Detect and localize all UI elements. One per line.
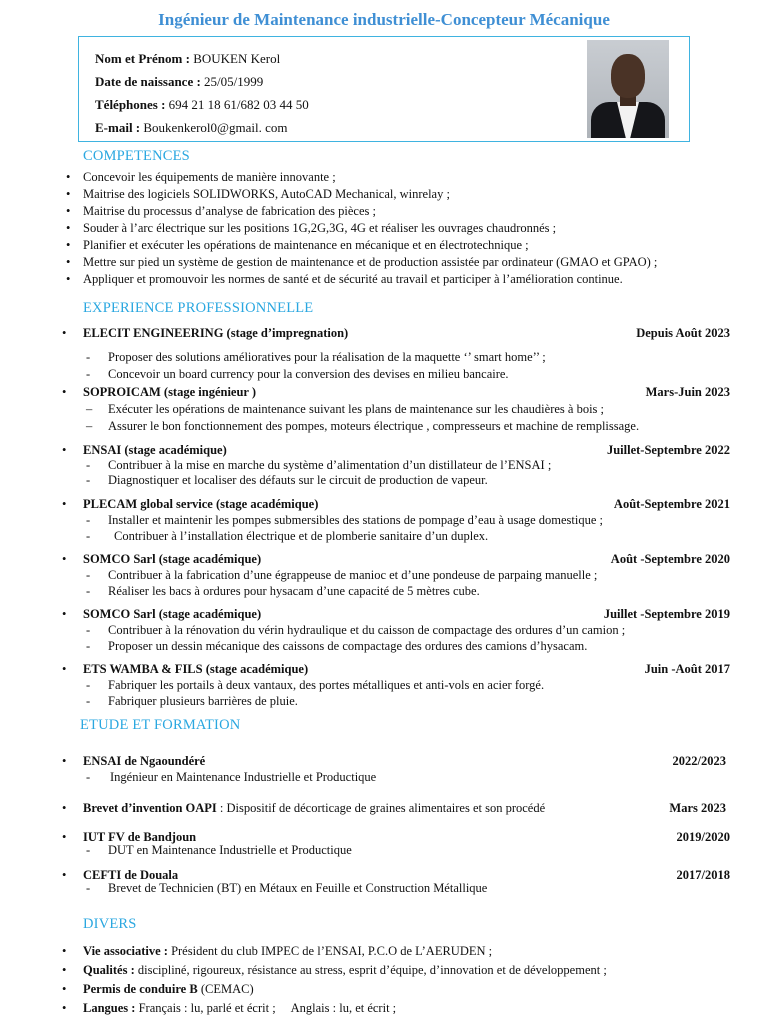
cv-title: Ingénieur de Maintenance industrielle-Concepteur Mécanique: [158, 10, 610, 29]
section-experience-heading: EXPERIENCE PROFESSIONNELLE: [83, 300, 314, 316]
section-competences-heading: COMPETENCES: [83, 148, 190, 164]
identity-email: E-mail : Boukenkerol0@gmail. com: [95, 120, 288, 135]
section-divers-heading: DIVERS: [83, 916, 137, 932]
identity-box: [78, 36, 690, 142]
identity-birthdate: Date de naissance : 25/05/1999: [95, 74, 264, 89]
identity-name: Nom et Prénom : BOUKEN Kerol: [95, 51, 281, 66]
profile-photo: [587, 40, 669, 138]
identity-phone: Téléphones : 694 21 18 61/682 03 44 50: [95, 97, 309, 112]
section-formation-heading: ETUDE ET FORMATION: [80, 717, 241, 733]
